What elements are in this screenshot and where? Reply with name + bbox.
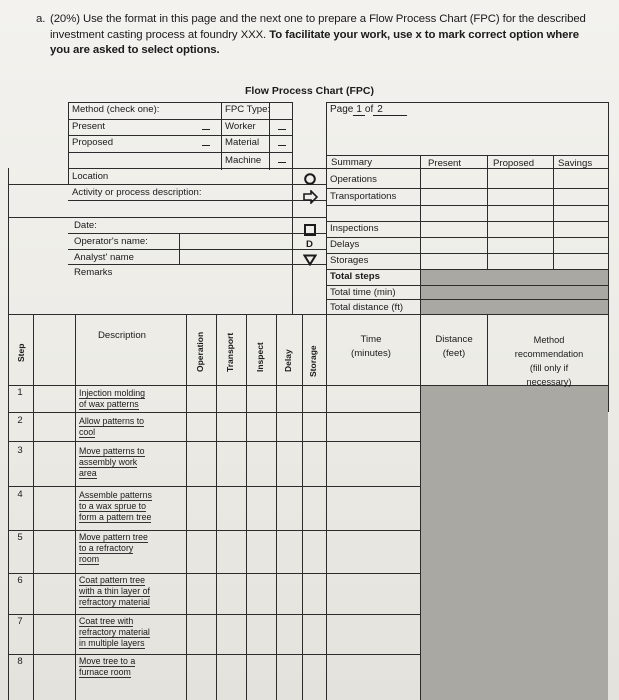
step-description: Assemble patterns to a wax sprue to form a pattern tree xyxy=(79,490,152,522)
analyst-label: Analyst' name xyxy=(74,252,134,263)
present-checkbox[interactable] xyxy=(200,123,212,133)
summary-storages: Storages xyxy=(330,255,369,266)
question-label: a. xyxy=(36,13,46,25)
operation-circle-icon xyxy=(303,172,317,186)
col-distance: Distance (feet) xyxy=(435,334,473,359)
material-checkbox[interactable] xyxy=(276,139,288,149)
summary-savings-header: Savings xyxy=(558,158,593,169)
col-delay: Delay xyxy=(283,349,293,372)
step-number: 2 xyxy=(17,415,23,426)
summary-operations: Operations xyxy=(330,174,377,185)
fpc-type-material: Material xyxy=(225,137,260,148)
question-intro: (20%) Use the format in this page and the next one to prepare a Flow Process Chart (FPC) for the described investment casting process at foundry XXX. xyxy=(50,13,586,41)
summary-total-steps: Total steps xyxy=(330,271,380,282)
col-description: Description xyxy=(98,330,146,341)
step-number: 1 xyxy=(17,387,23,398)
date-label: Date: xyxy=(74,220,97,231)
step-number: 5 xyxy=(17,532,23,543)
fpc-type-label: FPC Type: xyxy=(225,104,271,115)
question-text xyxy=(36,12,590,59)
summary-delays: Delays xyxy=(330,239,360,250)
summary-inspections: Inspections xyxy=(330,223,379,234)
col-time: Time (minutes) xyxy=(351,334,391,359)
delay-d-icon: D xyxy=(306,239,313,250)
activity-label: Activity or process description: xyxy=(72,187,202,198)
step-number: 4 xyxy=(17,489,23,500)
chart-title: Flow Process Chart (FPC) xyxy=(245,85,374,97)
col-step: Step xyxy=(16,343,26,362)
question-instruction: To facilitate your work, use x to mark correct option where you are asked to select options. xyxy=(50,28,579,56)
step-number: 8 xyxy=(17,656,23,667)
inspection-square-icon xyxy=(303,223,317,237)
step-number: 3 xyxy=(17,445,23,456)
step-description: Coat tree with refractory material in multiple layers xyxy=(79,616,150,648)
remarks-label: Remarks xyxy=(74,267,113,278)
col-method: Method recommendation (fill only if necessary) xyxy=(514,335,584,387)
page-number: Page 1 of 2 xyxy=(330,104,407,115)
storage-triangle-icon xyxy=(303,254,317,266)
step-description: Move patterns to assembly work area xyxy=(79,446,145,478)
col-inspect: Inspect xyxy=(255,342,265,372)
summary-label: Summary xyxy=(331,157,373,168)
step-description: Move pattern tree to a refractory room xyxy=(79,532,148,564)
step-description: Injection molding of wax patterns xyxy=(79,388,146,409)
worker-checkbox[interactable] xyxy=(276,123,288,133)
step-number: 7 xyxy=(17,616,23,627)
proposed-checkbox[interactable] xyxy=(200,139,212,149)
operator-label: Operator's name: xyxy=(74,236,148,247)
summary-total-distance: Total distance (ft) xyxy=(330,302,404,313)
step-description: Allow patterns to cool xyxy=(79,416,145,437)
method-present: Present xyxy=(72,121,106,132)
summary-proposed-header: Proposed xyxy=(493,158,535,169)
transport-arrow-icon xyxy=(302,190,318,204)
step-description: Coat pattern tree with a thin layer of refractory material xyxy=(79,575,150,607)
method-label: Method (check one): xyxy=(72,104,160,115)
summary-present-header: Present xyxy=(428,158,462,169)
col-operation: Operation xyxy=(195,331,205,372)
location-label: Location xyxy=(72,171,109,182)
step-number: 6 xyxy=(17,575,23,586)
fpc-type-machine: Machine xyxy=(225,155,262,166)
step-description: Move tree to a furnace room xyxy=(79,656,136,677)
summary-total-time: Total time (min) xyxy=(330,287,396,298)
col-storage: Storage xyxy=(308,345,318,377)
method-proposed: Proposed xyxy=(72,137,114,148)
summary-transportations: Transportations xyxy=(330,191,397,202)
col-transport: Transport xyxy=(225,332,235,372)
fpc-type-worker: Worker xyxy=(225,121,256,132)
machine-checkbox[interactable] xyxy=(276,156,288,166)
